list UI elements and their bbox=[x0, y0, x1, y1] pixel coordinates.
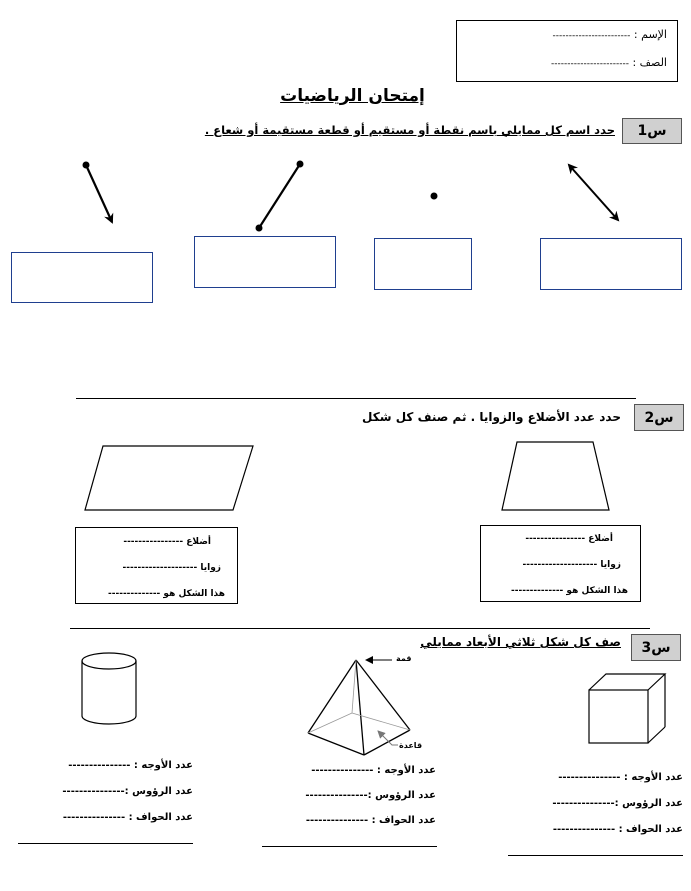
page-title: إمتحان الرياضيات bbox=[280, 86, 425, 106]
q3-left-edges[interactable]: عدد الحواف : --------------- bbox=[62, 812, 193, 823]
q3-right-faces[interactable]: عدد الأوجه : --------------- bbox=[558, 772, 683, 783]
q2-right-shape[interactable]: هذا الشكل هو -------------- bbox=[511, 586, 628, 596]
q1-label: س1 bbox=[622, 118, 682, 144]
q2-left-angles[interactable]: زوايا -------------------- bbox=[122, 563, 221, 573]
q3-middle-underline bbox=[262, 846, 437, 847]
q3-left-faces[interactable]: عدد الأوجه : --------------- bbox=[68, 760, 193, 771]
class-blank: ------------------------ bbox=[551, 59, 629, 69]
class-label: الصف : bbox=[632, 56, 667, 69]
q2-label: س2 bbox=[634, 404, 684, 431]
q1-instruction: حدد اسم كل ممايلي باسم نقطة أو مستقيم أو قطعة مستقيمة أو شعاع . bbox=[204, 123, 615, 137]
q3-left-underline bbox=[18, 843, 193, 844]
base-label: قاعدة bbox=[399, 741, 423, 750]
q3-instruction: صف كل شكل ثلاثي الأبعاد ممايلي bbox=[420, 635, 621, 649]
q3-right-underline bbox=[508, 855, 683, 856]
q3-right-edges[interactable]: عدد الحواف : --------------- bbox=[552, 824, 683, 835]
q2-right-sides[interactable]: أضلاع ---------------- bbox=[525, 534, 613, 544]
name-label: الإسم : bbox=[633, 28, 667, 41]
cylinder-shape bbox=[82, 653, 136, 724]
q3-middle-vertices[interactable]: عدد الرؤوس :--------------- bbox=[305, 790, 436, 801]
q2-right-angles[interactable]: زوايا -------------------- bbox=[522, 560, 621, 570]
q3-right-vertices[interactable]: عدد الرؤوس :--------------- bbox=[552, 798, 683, 809]
q3-middle-faces[interactable]: عدد الأوجه : --------------- bbox=[311, 765, 436, 776]
apex-label: قمة bbox=[396, 654, 412, 663]
pyramid-shape bbox=[308, 660, 410, 755]
q3-left-vertices[interactable]: عدد الرؤوس :--------------- bbox=[62, 786, 193, 797]
q3-label: س3 bbox=[631, 634, 681, 661]
cube-shape bbox=[589, 674, 665, 743]
q2-left-sides[interactable]: أضلاع ---------------- bbox=[123, 537, 211, 547]
name-blank: ------------------------ bbox=[552, 31, 631, 41]
q3-middle-edges[interactable]: عدد الحواف : --------------- bbox=[305, 815, 436, 826]
q2-left-shape[interactable]: هذا الشكل هو -------------- bbox=[108, 589, 225, 599]
q2-instruction: حدد عدد الأضلاع والزوايا . ثم صنف كل شكل bbox=[362, 410, 621, 424]
